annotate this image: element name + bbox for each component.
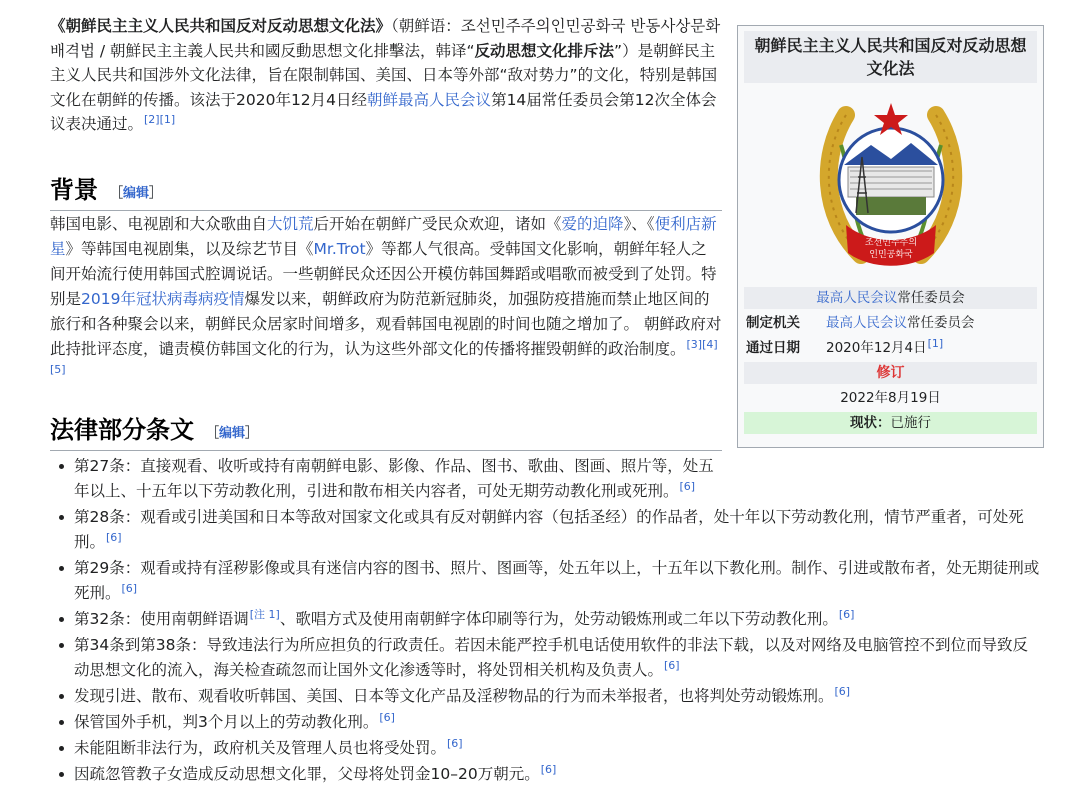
intro-text-2: ”）是朝鲜民主主义人民共和国涉外文化法律，旨在限制韩国、美国、日本等外部“敌对势力”的文化，特别是韩国文化在朝鲜的传播。该法于2020年12月4日经	[50, 41, 718, 109]
list-item	[50, 505, 1040, 555]
ref[interactable]: [6]	[838, 607, 855, 621]
intro-text-3: 第14届常任委员会第12次全体会议表决通过。	[50, 90, 717, 133]
list-item	[50, 556, 1040, 606]
intro-text-1: （朝鲜语：조선민주주의인민공화국 반동사상문화배격법 / 朝鮮民主主義人民共和國反動思想文化排擊法，韩译“	[50, 17, 721, 60]
link-spa[interactable]: 朝鲜最高人民会议	[367, 90, 492, 109]
row-label: 通过日期	[746, 340, 800, 356]
bg-text-3: 》、《	[623, 215, 655, 233]
row-value	[826, 312, 1037, 334]
emblem-text-1: 조선민주주의	[864, 238, 917, 248]
ref[interactable]: [6]	[106, 530, 122, 544]
edit-link[interactable]: 编辑	[123, 186, 150, 201]
law-alias-bold: 反动思想文化排斥法	[474, 41, 615, 60]
item-text: 保管国外手机，判3个月以上的劳动教化刑。	[74, 713, 379, 731]
ref[interactable]: [6]	[834, 684, 851, 698]
emblem-text-2: 인민공화국	[868, 250, 913, 260]
list-item	[50, 736, 1040, 761]
link-crash-landing[interactable]: 爱的迫降	[561, 215, 624, 233]
bg-text-5: 》等都人气很高。受韩国文化影响，朝鲜年轻人之间开始流行使用韩国式腔调说话。一些朝鲜民众还因公开模仿韩国舞蹈或唱歌而被受到了处罚。特别是	[50, 240, 717, 308]
infobox	[737, 25, 1044, 448]
item-text: 第34条到第38条：导致违法行为所应担负的行政责任。若因未能严控手机电话使用软件的非法下载，以及对网络及电脑管控不到位而导致反动思想文化的流入，海关检查疏忽而让国外文化渗透等时，将处罚相关机构及负责人。	[74, 636, 1028, 679]
link-covid[interactable]: 2019年冠状病毒病疫情	[81, 290, 245, 308]
ref[interactable]: [6]	[540, 762, 557, 776]
ref[interactable]: [6]	[679, 479, 696, 493]
infobox-row-passed	[744, 337, 1037, 359]
link-convenience-store[interactable]: 便利店新星	[50, 215, 717, 258]
ref[interactable]: [6]	[664, 658, 680, 672]
law-articles-list	[50, 454, 1040, 788]
bg-text-4: 》等韩国电视剧集，以及综艺节目《	[65, 240, 314, 258]
list-item	[50, 454, 722, 504]
edit-bracket-close: ］	[149, 186, 163, 201]
ref[interactable]: [6]	[379, 710, 395, 724]
ref[interactable]: [6]	[447, 736, 463, 750]
section-heading-background	[50, 170, 722, 211]
infobox-status	[744, 412, 1037, 434]
status-value: 已施行	[890, 415, 931, 431]
item-text: 未能阻断非法行为，政府机关及管理人员也将受处罚。	[74, 739, 447, 757]
heading-text: 背景	[50, 175, 98, 204]
row-label: 制定机关	[746, 315, 800, 331]
link-famine[interactable]: 大饥荒	[267, 215, 314, 233]
intro-paragraph	[50, 14, 722, 137]
note-ref[interactable]: [注 1]	[249, 607, 280, 621]
item-text: 、歌唱方式及使用南朝鲜字体印刷等行为，处劳动锻炼刑或二年以下劳动教化刑。	[279, 610, 838, 628]
bg-text-6: 爆发以来，朝鲜政府为防范新冠肺炎，加强防疫措施而禁止地区间的旅行和各种聚会以来，朝鲜民众居家时间增多，观看韩国电视剧的时间也随之增加了。 朝鲜政府对此持批评态度，谴责模仿韩国文化的行为，认为这些外部文化的传播将摧毁朝鲜的政治制度。	[50, 290, 722, 358]
link-spa-caption[interactable]: 最高人民会议	[816, 290, 898, 306]
ref[interactable]: [1]	[927, 336, 944, 350]
row-value	[826, 337, 1037, 359]
infobox-caption	[744, 287, 1037, 309]
status-label: 现状：	[850, 415, 891, 431]
list-item	[50, 684, 1040, 709]
list-item	[50, 633, 1040, 683]
law-title-bold: 《朝鲜民主主义人民共和国反对反动思想文化法》	[50, 17, 392, 35]
edit-bracket-close: ］	[245, 426, 259, 441]
ref-background[interactable]: [3][4][5]	[50, 337, 718, 376]
list-item	[50, 762, 1040, 787]
section-heading-law	[50, 410, 722, 451]
item-text: 发现引进、散布、观看收听韩国、美国、日本等文化产品及淫秽物品的行为而未举报者，也将判处劳动锻炼刑。	[74, 687, 834, 705]
dprk-emblem-icon[interactable]	[816, 85, 966, 285]
list-item	[50, 607, 1040, 632]
item-text: 第32条：使用南朝鲜语调	[74, 610, 249, 628]
edit-link[interactable]: 编辑	[219, 426, 246, 441]
infobox-amend-date: 2022年8月19日	[840, 390, 941, 406]
edit-bracket-open: ［	[206, 426, 220, 441]
caption-rest: 常任委员会	[897, 290, 965, 306]
edit-section-law	[206, 426, 258, 441]
background-paragraph	[50, 212, 722, 387]
item-text: 第27条：直接观看、收听或持有南朝鲜电影、影像、作品、图书、歌曲、图画、照片等，处五年以上、十五年以下劳动教化刑，引进和散布相关内容者，可处无期劳动教化刑或死刑。	[74, 457, 714, 500]
edit-bracket-open: ［	[110, 186, 124, 201]
link-mr-trot[interactable]: Mr.Trot	[313, 240, 366, 258]
ref[interactable]: [6]	[121, 581, 138, 595]
infobox-row-enacted	[744, 312, 1037, 334]
item-text: 第28条：观看或引进美国和日本等敌对国家文化或具有反对朝鲜内容（包括圣经）的作品者，处十年以下劳动教化刑，情节严重者，可处死刑。	[74, 508, 1024, 551]
item-text: 第29条：观看或持有淫秽影像或具有迷信内容的图书、照片、图画等，处五年以上，十五年以下教化刑。制作、引进或散布者，处无期徒刑或死刑。	[74, 559, 1040, 602]
infobox-title: 朝鲜民主主义人民共和国反对反动思想文化法	[744, 31, 1037, 83]
bg-text-1: 韩国电影、电视剧和大众歌曲自	[50, 215, 268, 233]
item-text: 因疏忽管教子女造成反动思想文化罪，父母将处罚金10–20万朝元。	[74, 765, 540, 783]
infobox-amend-heading: 修订	[744, 362, 1037, 384]
value-rest: 常任委员会	[907, 315, 975, 331]
list-item	[50, 710, 1040, 735]
heading-text: 法律部分条文	[50, 415, 194, 444]
link-spa-enacted[interactable]: 最高人民会议	[826, 315, 907, 331]
edit-section-background	[110, 186, 162, 201]
passed-date: 2020年12月4日	[826, 340, 927, 356]
bg-text-2: 后开始在朝鲜广受民众欢迎，诸如《	[313, 215, 562, 233]
ref-intro[interactable]: [2][1]	[144, 112, 176, 126]
